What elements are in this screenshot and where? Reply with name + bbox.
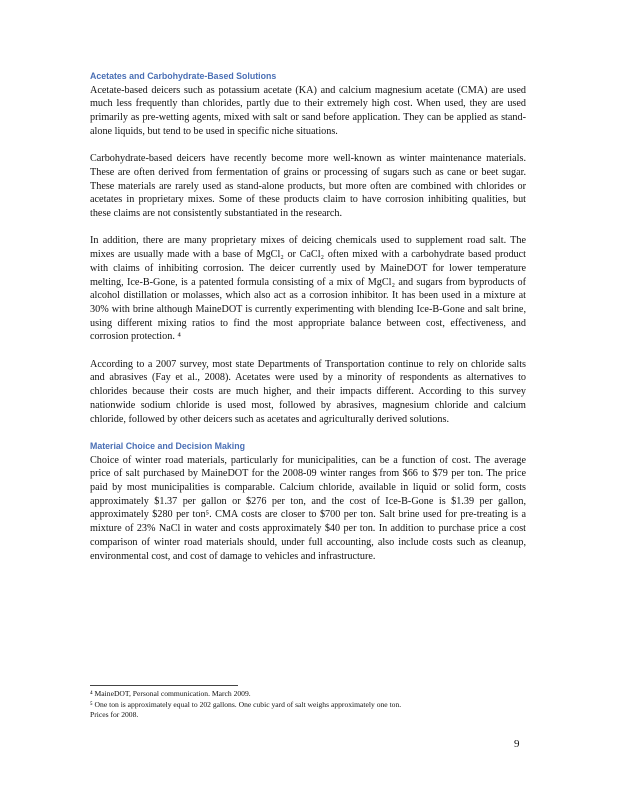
body-text xyxy=(90,70,526,563)
footnotes xyxy=(90,689,526,721)
paragraph-material-choice: Choice of winter road materials, particularly for municipalities, can be a function of cost. The average price of salt purchased by MaineDOT for the 2008-09 winter ranges from $66 to $79 per ton. The price paid by most municipalities is comparable. Calcium chloride, available in liquid or solid form, costs approximately $1.37 per gallon or $276 per ton, and the cost of Ice-B-Gone is $1.39 per gallon, approximately $280 per ton⁵. CMA costs are closer to $700 per ton. Salt brine used for pre-treating is a mixture of 23% NaCl in water and costs approximately $40 per ton. In addition to purchase price a cost comparison of winter road materials should, under full accounting, also include costs such as cleanup, environmental cost, and cost of damage to vehicles and infrastructure. xyxy=(90,454,526,562)
page-number: 9 xyxy=(514,738,520,750)
footnote-4: ⁴ MaineDOT, Personal communication. March 2009. xyxy=(90,689,251,698)
footnote-5-continued: Prices for 2008. xyxy=(90,710,139,720)
paragraph-carbohydrates: Carbohydrate-based deicers have recently become more well-known as winter maintenance materials. These are often derived from fermentation of grains or processing of sugars such as cane or beet sugar. These materials are rarely used as stand-alone products, but more often are combined with chlorides or acetates in proprietary mixes. Some of these products claim to have corrosion inhibiting qualities, but these claims are not consistently substantiated in the research. xyxy=(90,153,526,220)
paragraph-proprietary-mixes: In addition, there are many proprietary mixes of deicing chemicals used to supplement road salt. The mixes are usually made with a base of MgCl₂ or CaCl₂ often mixed with a carbohydrate based product with claims of inhibiting corrosion. The deicer currently used by MaineDOT for lower temperature melting, Ice-B-Gone, is a patented formula consisting of a mix of MgCl₂ and sugars from byproducts of alcohol distillation or molasses, which also act as a corrosion inhibitor. It has been used in a mixture at 30% with brine although MaineDOT is currently experimenting with blending Ice-B-Gone and salt brine, using different mixing ratios to find the most appropriate balance between cost, effectiveness, and corrosion protection. ⁴ xyxy=(90,235,526,343)
section-heading-material-choice: Material Choice and Decision Making xyxy=(90,440,245,451)
paragraph-survey: According to a 2007 survey, most state Departments of Transportation continue to rely on chloride salts and abrasives (Fay et al., 2008). Acetates were used by a minority of respondents as alternatives to chlorides because their costs are much higher, and their impacts different. According to this survey nationwide sodium chloride is used most, followed by abrasives, magnesium chloride and calcium chloride, followed by other deicers such as acetates and agriculturally derived solutions. xyxy=(90,358,526,425)
footnote-divider xyxy=(90,685,238,686)
paragraph-acetates: Acetate-based deicers such as potassium acetate (KA) and calcium magnesium acetate (CMA) are used much less frequently than chlorides, partly due to their extremely high cost. When used, they are used primarily as pre-wetting agents, mixed with salt or sand before application. They can be applied as stand-alone liquids, but tend to be used in specific niche situations. xyxy=(90,84,526,137)
footnote-5: ⁵ One ton is approximately equal to 202 gallons. One cubic yard of salt weighs approximately one ton. xyxy=(90,699,402,709)
section-heading-acetates: Acetates and Carbohydrate-Based Solutions xyxy=(90,71,277,81)
